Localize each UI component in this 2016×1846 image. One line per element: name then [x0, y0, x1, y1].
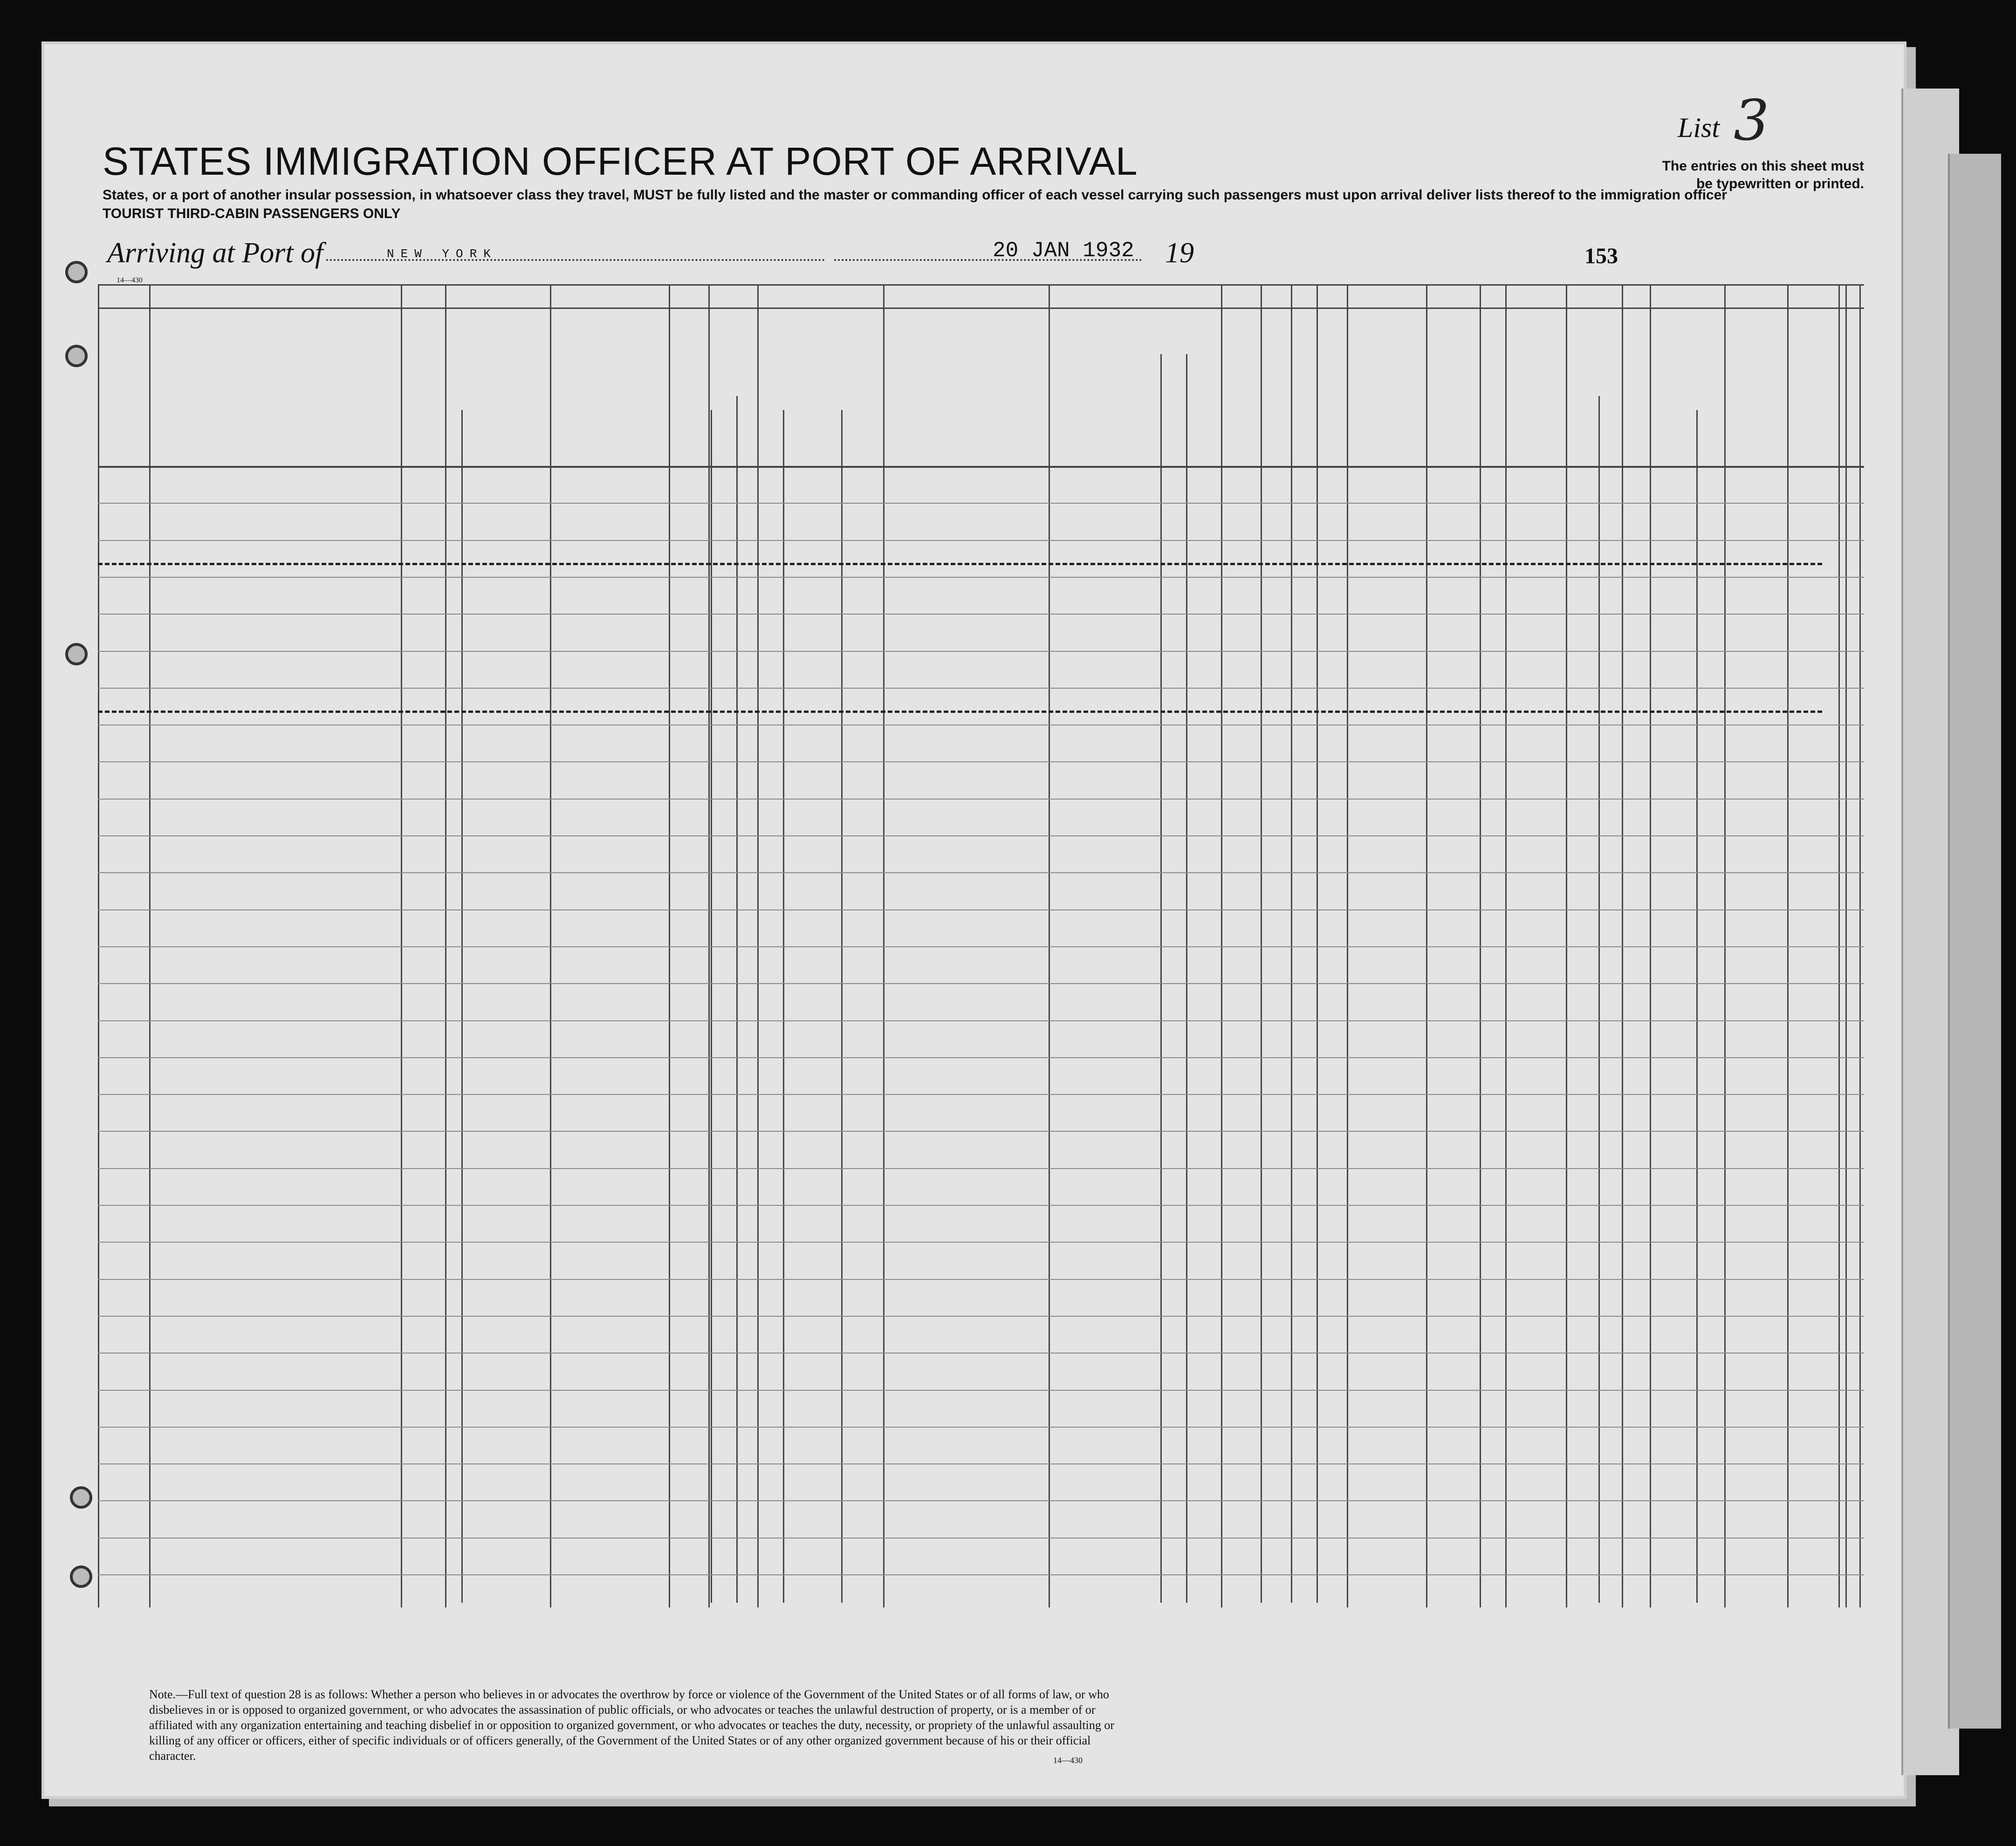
entries-note-line: be typewritten or printed. — [1696, 176, 1864, 191]
entries-note-line: The entries on this sheet must — [1662, 158, 1864, 174]
entries-note — [1640, 157, 1864, 193]
class-line: TOURIST THIRD-CABIN PASSENGERS ONLY — [103, 206, 401, 221]
row-rule — [98, 688, 1864, 689]
row-rule — [98, 1279, 1864, 1280]
row-rule — [98, 651, 1864, 652]
row-rule — [98, 1094, 1864, 1095]
cancel-line — [98, 711, 1822, 713]
row-rule — [98, 1390, 1864, 1391]
row-rule — [98, 1463, 1864, 1464]
column-rule — [1291, 284, 1292, 1603]
row-rule — [98, 1500, 1864, 1501]
arriving-label: Arriving at Port of — [107, 237, 323, 269]
row-rule — [98, 872, 1864, 873]
row-rule — [98, 1131, 1864, 1132]
row-rule — [98, 1574, 1864, 1575]
list-label: List — [1678, 112, 1720, 143]
row-rule — [98, 1057, 1864, 1058]
column-rule — [1261, 284, 1262, 1603]
column-rule — [1696, 410, 1698, 1603]
binder-hole-icon — [70, 1566, 92, 1588]
row-rule — [98, 835, 1864, 836]
binder-hole-icon — [70, 1486, 92, 1509]
row-rule — [98, 983, 1864, 984]
page-edge — [1948, 154, 2001, 1729]
row-rule — [98, 614, 1864, 615]
row-rule — [98, 1353, 1864, 1354]
row-rule — [98, 577, 1864, 578]
column-rule — [1317, 284, 1318, 1603]
instruction-text: States, or a port of another insular possession, in whatsoever class they travel, MUST be fully listed and the master or commanding officer of each vessel carrying such passengers must upon arrival deliver lists thereof to the immigration officer — [103, 187, 1727, 203]
column-rule — [461, 410, 463, 1603]
column-rule — [1186, 354, 1187, 1603]
year-prefix: 19 — [1165, 237, 1194, 269]
row-rule — [98, 1427, 1864, 1428]
table-rule — [98, 308, 1864, 309]
binder-hole-icon — [65, 345, 88, 367]
row-rule — [98, 1242, 1864, 1243]
row-rule — [98, 909, 1864, 910]
column-rule — [1160, 354, 1162, 1603]
list-number: 3 — [1734, 89, 1769, 153]
binder-hole-icon — [65, 643, 88, 665]
row-rule — [98, 799, 1864, 800]
row-rule — [98, 1316, 1864, 1317]
cancel-line — [98, 563, 1822, 565]
column-rule — [711, 410, 712, 1603]
table-top-rule — [98, 284, 1864, 286]
row-rule — [98, 761, 1864, 762]
footnote: Note.—Full text of question 28 is as follows: Whether a person who believes in or advocates the overthrow by force or violence of the Government of the United States or of all forms of law, or who disbelieves in or is opposed to organized government, or who advocates the assassination of public officials, or who advocates or teaches the unlawful destruction of property, or is a member of or affiliated with any organization entertaining and teaching disbelief in or opposition to organized government, or who advocates or teaches the duty, necessity, or propriety of the unlawful assaulting or killing of any officer or officers, either of specific individuals or of officers generally, of the Government of the United States or of any other organized government because of his or their official character. — [149, 1688, 1114, 1763]
arrival-date-stamp: 20 JAN 1932 — [993, 239, 1134, 263]
row-rule — [98, 503, 1864, 504]
form-number: 14—430 — [1053, 1756, 1083, 1765]
row-rule — [98, 1168, 1864, 1169]
page-number: 153 — [1584, 244, 1618, 268]
port-value: NEW YORK — [387, 247, 497, 261]
row-rule — [98, 1020, 1864, 1021]
manifest-page — [44, 44, 1904, 1796]
column-rule — [841, 410, 843, 1603]
column-rule — [783, 410, 784, 1603]
row-rule — [98, 540, 1864, 541]
row-rule — [98, 1205, 1864, 1206]
binder-hole-icon — [65, 261, 88, 283]
form-small-number: 14—430 — [117, 276, 143, 284]
page-title: STATES IMMIGRATION OFFICER AT PORT OF ARRIVAL — [103, 139, 1138, 183]
row-rule — [98, 946, 1864, 947]
table-header-bottom-rule — [98, 466, 1864, 468]
